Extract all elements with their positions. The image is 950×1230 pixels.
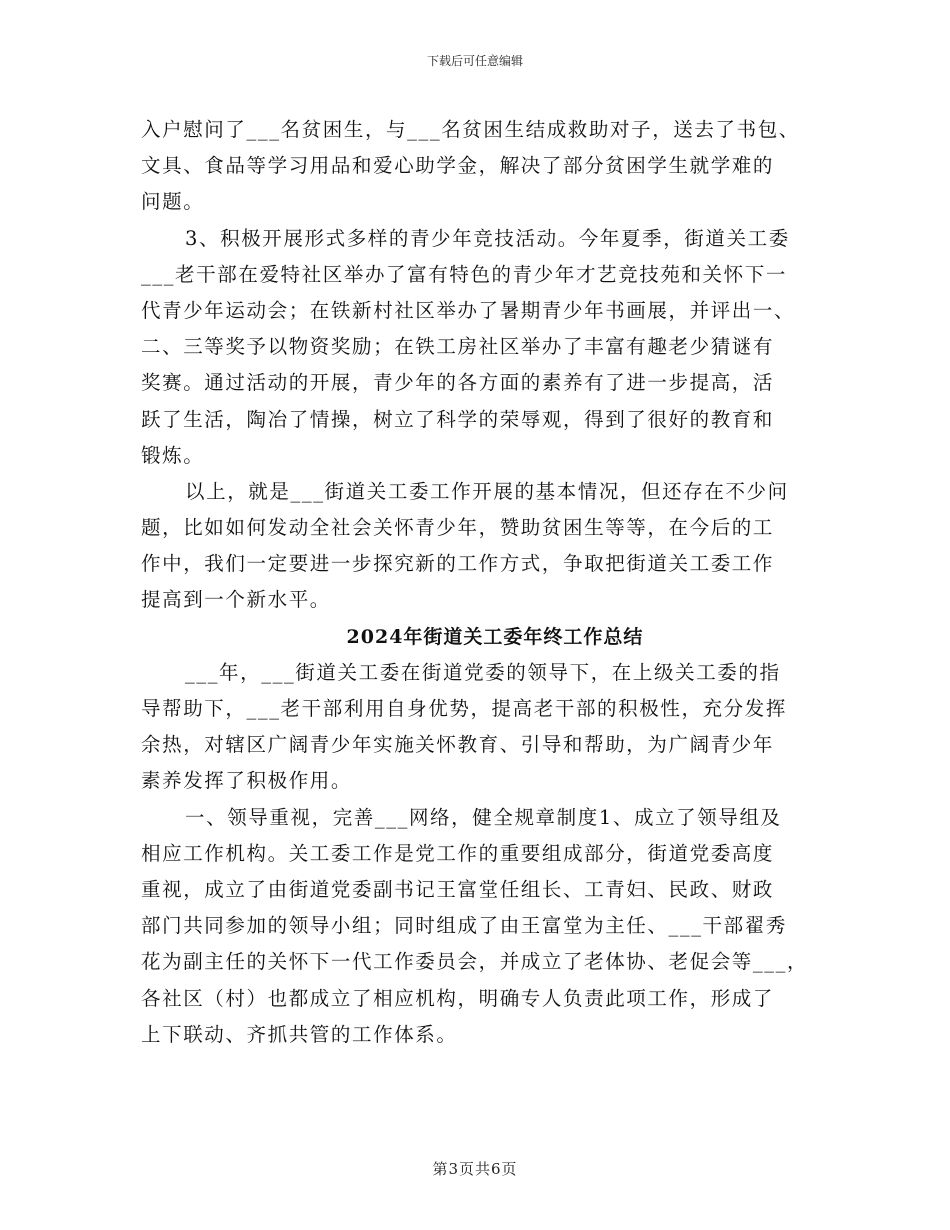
paragraph-start-line: ___年，___街道关工委在街道党委的领导下，在上级关工委的指 <box>185 660 781 684</box>
text-line: 素养发挥了积极作用。 <box>141 769 353 793</box>
paragraph-start-line: 一、领导重视，完善___网络，健全规章制度1、成立了领导组及 <box>185 805 782 829</box>
text-line: 余热，对辖区广阔青少年实施关怀教育、引导和帮助，为广阔青少年 <box>141 733 775 757</box>
text-line: 提高到一个新水平。 <box>141 588 331 612</box>
section-title: 2024年街道关工委年终工作总结 <box>346 625 644 648</box>
text-line: 导帮助下，___老干部利用自身优势，提高老干部的积极性，充分发挥 <box>141 697 787 720</box>
text-line: 奖赛。通过活动的开展，青少年的各方面的素养有了进一步提高，活 <box>141 371 775 395</box>
header-note: 下载后可任意编辑 <box>426 54 523 68</box>
text-line: 文具、食品等学习用品和爱心助学金，解决了部分贫困学生就学难的 <box>141 154 775 178</box>
page-number: 第3页共6页 <box>432 1160 518 1178</box>
text-line: 作中，我们一定要进一步探究新的工作方式，争取把街道关工委工作 <box>141 552 775 576</box>
text-line: 各社区（村）也都成立了相应机构，明确专人负责此项工作，形成了 <box>141 986 775 1010</box>
text-line: 锻炼。 <box>141 443 205 467</box>
text-line: 跃了生活，陶冶了情操，树立了科学的荣辱观，得到了很好的教育和 <box>141 407 775 431</box>
text-line: 入户慰问了___名贫困生，与___名贫困生结成救助对子，送去了书包、 <box>141 118 800 141</box>
text-line: 代青少年运动会；在铁新村社区举办了暑期青少年书画展，并评出一、 <box>141 298 796 322</box>
text-line: 题，比如如何发动全社会关怀青少年，赞助贫困生等等，在今后的工 <box>141 516 775 540</box>
document-body <box>141 112 809 1053</box>
text-line: 花为副主任的关怀下一代工作委员会，并成立了老体协、老促会等___， <box>141 950 809 974</box>
paragraph-start-line: 3、积极开展形式多样的青少年竞技活动。今年夏季，街道关工委 <box>185 226 790 250</box>
text-line: 问题。 <box>141 190 205 214</box>
text-line: 重视，成立了由街道党委副书记王富堂任组长、工青妇、民政、财政 <box>141 877 775 901</box>
text-line: 上下联动、齐抓共管的工作体系。 <box>141 1022 458 1046</box>
text-line: ___老干部在爱特社区举办了富有特色的青少年才艺竞技苑和关怀下一 <box>141 262 787 286</box>
text-line: 部门共同参加的领导小组；同时组成了由王富堂为主任、___干部翟秀 <box>141 914 787 938</box>
text-line: 二、三等奖予以物资奖励；在铁工房社区举办了丰富有趣老少猜谜有 <box>141 335 775 359</box>
text-line: 相应工作机构。关工委工作是党工作的重要组成部分，街道党委高度 <box>141 841 775 865</box>
paragraph-start-line: 以上，就是___街道关工委工作开展的基本情况，但还存在不少问 <box>185 479 789 503</box>
